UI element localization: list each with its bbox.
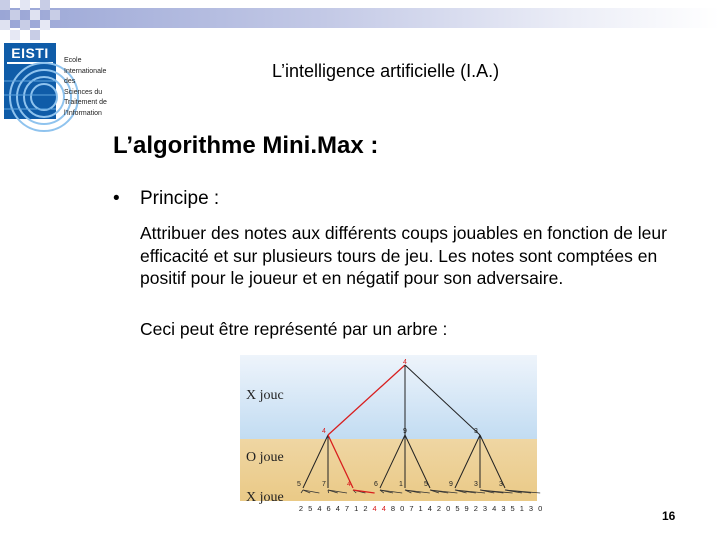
header-gradient-band	[0, 8, 720, 28]
tree-row-label: O joue	[246, 450, 284, 465]
principle-paragraph: Attribuer des notes aux différents coups jouables en fonction de leur efficacité et sur plusieurs tours de jeu. Les notes sont comptées en positif pour le joueur et en négatif pour son adversaire.	[140, 223, 667, 288]
tree-leaf-value: 6	[326, 504, 331, 513]
tree-leaf-value: 5	[510, 504, 515, 513]
tree-leaf-value: 1	[354, 504, 359, 513]
course-title: L’intelligence artificielle (I.A.)	[272, 61, 500, 81]
tree-leaf-value: 7	[409, 504, 414, 513]
tree-leaf-value: 0	[538, 504, 543, 513]
tree-leaf-value: 2	[436, 504, 442, 513]
tree-node-value: 5	[424, 481, 428, 488]
tree-node-value: 4	[322, 428, 326, 435]
tree-leaf-value: 0	[400, 504, 405, 513]
tree-leaf-value: 0	[446, 504, 451, 513]
tree-row-label: X jouc	[246, 388, 284, 403]
tree-sky-background	[240, 355, 537, 439]
tree-intro-text: Ceci peut être représenté par un arbre :	[140, 319, 448, 339]
tree-node-value: 9	[449, 481, 453, 488]
tree-node-value: 4	[403, 359, 407, 366]
tree-leaf-value: 5	[455, 504, 460, 513]
bullet-icon: •	[113, 188, 120, 209]
bullet-label: Principe :	[140, 188, 220, 209]
decorative-checker-pattern	[0, 0, 60, 44]
logo-text: EISTI	[11, 45, 49, 61]
tree-node-value: 9	[403, 428, 407, 435]
tree-leaf-value: 2	[298, 504, 304, 513]
tree-row-label: X joue	[246, 490, 284, 505]
minimax-tree-diagram	[240, 355, 543, 513]
tree-leaf-value: 4	[372, 504, 377, 513]
tree-leaf-value: 4	[427, 504, 432, 513]
tree-leaf-value: 4	[335, 504, 340, 513]
minimax-tree-figure	[240, 355, 543, 513]
tree-leaf-value: 3	[482, 504, 488, 513]
school-name-line: des	[64, 78, 76, 85]
tree-leaf-value: 3	[528, 504, 534, 513]
school-name-line: Traitement de	[64, 99, 107, 106]
tree-leaf-value: 1	[418, 504, 423, 513]
tree-leaf-value: 8	[390, 504, 396, 513]
school-logo	[4, 43, 56, 119]
tree-leaf-value: 4	[381, 504, 386, 513]
tree-leaf-value: 7	[344, 504, 350, 513]
tree-node-value: 5	[297, 481, 301, 488]
school-name-line: l'Information	[64, 109, 102, 117]
tree-node-value: 6	[374, 481, 378, 488]
tree-leaf-value: 2	[473, 504, 478, 513]
tree-leaf-value: 2	[363, 504, 368, 513]
tree-leaf-value: 1	[519, 504, 524, 513]
tree-node-value: 1	[399, 481, 403, 488]
school-name	[64, 56, 124, 119]
tree-leaf-value: 4	[492, 504, 497, 513]
page-number: 16	[662, 509, 676, 523]
tree-node-value: 7	[322, 481, 326, 488]
tree-node-value: 3	[499, 481, 503, 488]
tree-node-value: 4	[347, 481, 351, 488]
school-name-line: Sciences du	[64, 88, 103, 96]
tree-leaf-value: 4	[317, 504, 322, 513]
slide-title: L’algorithme Mini.Max :	[113, 132, 379, 159]
logo-globe-icon	[4, 67, 56, 119]
tree-leaf-value: 9	[464, 504, 469, 513]
school-name-line: Internationale	[64, 67, 107, 75]
tree-leaf-value: 5	[308, 504, 313, 513]
school-name-line: Ecole	[64, 57, 82, 64]
tree-node-value: 3	[474, 481, 478, 488]
tree-node-value: 3	[474, 428, 478, 435]
tree-leaf-value: 3	[501, 504, 506, 513]
